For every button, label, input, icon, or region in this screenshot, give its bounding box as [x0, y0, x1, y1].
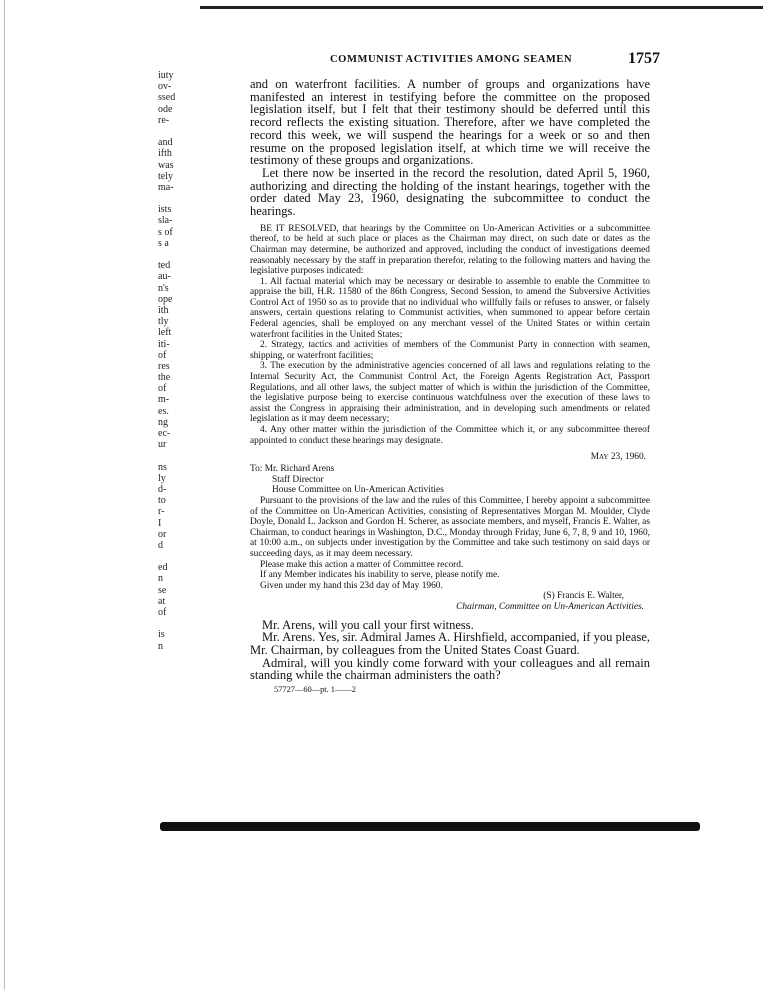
fragment-line: d [158, 539, 163, 551]
fragment-line: or [158, 528, 167, 540]
order-line: Given under my hand this 23d day of May 1960. [260, 580, 443, 591]
fragment-line: sla- [158, 215, 173, 227]
order-to-title: Staff Director [272, 474, 324, 485]
order-to-org: House Committee on Un-American Activities [272, 485, 444, 496]
fragment-line: to [158, 495, 166, 507]
order-body: Pursuant to the provisions of the law and the rules of this Committee, I hereby appoint a subcommittee of the Committee on Un-American Activities, consisting of Representatives Morgan M. Moulder, Clyde Doyle, Donald L. Jackson and Gordon H. Scherer, as associate members, and myself, Francis E. Walter, as Chairman, to conduct hearings in Washington, D.C., Monday through Friday, June 6, 7, 8, 9 and 10, 1960, at 10:00 a.m., on subjects under investigation by the Committee and take such testimony on said days or succeeding days, as it may deem necessary. [250, 495, 650, 559]
fragment-line [158, 618, 188, 629]
fragment-line: tely [158, 170, 173, 182]
fragment-line [158, 193, 188, 204]
scan-edge [4, 0, 5, 990]
resolution-item: 2. Strategy, tactics and activities of members of the Communist Party in connection with seamen, shipping, or waterfront facilities; [250, 340, 650, 361]
fragment-line: ly [158, 472, 166, 484]
page-body [250, 78, 650, 694]
fragment-line: res [158, 360, 170, 372]
fragment-line: iti- [158, 338, 170, 350]
page-number: 1757 [628, 50, 660, 67]
fragment-line: I [158, 517, 162, 529]
running-title: COMMUNIST ACTIVITIES AMONG SEAMEN [330, 54, 573, 65]
fragment-line: ists [158, 204, 172, 216]
fragment-line: r- [158, 506, 165, 518]
order-line: If any Member indicates his inability to serve, please notify me. [260, 570, 500, 581]
top-rule [200, 6, 763, 9]
fragment-line: d- [158, 483, 167, 495]
fragment-line [158, 450, 188, 461]
fragment-line: ode [158, 103, 173, 115]
testimony-line: Admiral, will you kindly come forward with your colleagues and all remain standing while the chairman administers the oath? [250, 655, 650, 683]
fragment-line: ed [158, 562, 168, 574]
fragment-line: left [158, 327, 172, 339]
fragment-line: ma- [158, 181, 174, 193]
order-signature: (S) Francis E. Walter, [543, 591, 624, 602]
fragment-line: n's [158, 282, 169, 294]
fragment-line: tly [158, 316, 169, 328]
fragment-line: is [158, 629, 165, 641]
fragment-line: s a [158, 237, 169, 249]
testimony-line: Mr. Arens, will you call your first witness. [262, 617, 474, 632]
fragment-line: n [158, 573, 163, 585]
fragment-line: se [158, 584, 167, 596]
testimony-line: Mr. Arens. Yes, sir. Admiral James A. Hirshfield, accompanied, if you please, Mr. Chairman, by colleagues from the United States Coast Guard. [250, 630, 650, 657]
paragraph: and on waterfront facilities. A number of groups and organizations have manifested an interest in testifying before the committee on the proposed legislation itself, but I felt that their testimony should be deferred until this record reflects the existing situation. Therefore, after we have completed the record this week, we will suspend the hearings for a week or so and then resume on the proposed legislation itself, at which time we will receive the testimony of these groups and organizations. [250, 77, 650, 168]
resolution-item: 4. Any other matter within the jurisdiction of the Committee which it, or any subcommittee thereof appointed to conduct these hearings may designate. [250, 425, 650, 446]
fragment-line: ec- [158, 428, 171, 439]
fragment-line: re- [158, 114, 170, 126]
fragment-line: and [158, 137, 173, 149]
fragment-line: of [158, 383, 167, 395]
adjacent-page-fragment [158, 70, 188, 652]
order-to: To: Mr. Richard Arens [250, 464, 335, 475]
bottom-rule [160, 822, 700, 831]
order-line: Please make this action a matter of Committee record. [260, 559, 464, 570]
fragment-line: ope [158, 293, 173, 305]
fragment-line [158, 249, 188, 260]
fragment-line: au- [158, 271, 171, 283]
order-date: May 23, 1960. [590, 452, 646, 463]
order-signature-title: Chairman, Committee on Un-American Activities. [456, 601, 644, 612]
fragment-line: ted [158, 260, 171, 272]
fragment-line: m- [158, 394, 170, 406]
fragment-line: the [158, 372, 171, 384]
fragment-line: ng [158, 416, 168, 428]
page-header [250, 50, 660, 70]
resolution-item: 3. The execution by the administrative agencies concerned of all laws and regulations relating to the Internal Security Act, the Communist Control Act, the Foreign Agents Registration Act, Passport Regulations, and all other laws, the subject matter of which is within the jurisdiction of the Committee, the legislative purpose being to exercise continuous watchfulness over the execution of these laws to assist the Congress in appraising their administration, and in developing such amendments or related legislation as it may deem necessary; [250, 361, 650, 425]
fragment-line: was [158, 159, 174, 171]
fragment-line [158, 551, 188, 562]
fragment-line: s of [158, 226, 173, 238]
paragraph: Let there now be inserted in the record the resolution, dated April 5, 1960, authorizing and directing the holding of the instant hearings, together with the order dated May 23, 1960, designating the subcommittee to conduct the hearings. [250, 165, 650, 219]
print-signature: 57727—60—pt. 1——2 [274, 685, 356, 695]
fragment-line: of [158, 607, 167, 618]
fragment-line: ith [158, 304, 169, 316]
fragment-line: ov- [158, 81, 172, 93]
fragment-line: es. [158, 405, 169, 417]
fragment-line: ur [158, 439, 167, 451]
fragment-line: ifth [158, 148, 172, 160]
fragment-line [158, 126, 188, 137]
fragment-line: ns [158, 461, 167, 473]
fragment-line: n [158, 640, 163, 652]
fragment-line: ssed [158, 92, 176, 104]
resolution-preamble: BE IT RESOLVED, that hearings by the Committee on Un-American Activities or a subcommittee thereof, to be held at such place or places as the Chairman may direct, on such date or dates as the Chairman may determine, be authorized and approved, including the conduct of investigations deemed reasonably necessary by the staff in preparation therefor, relating to the following matters and having the legislative purposes indicated: [250, 223, 650, 277]
fragment-line: iuty [158, 70, 174, 81]
resolution-item: 1. All factual material which may be necessary or desirable to assemble to enable the Committee to appraise the bill, H.R. 11580 of the 86th Congress, Second Session, to amend the Subversive Activities Control Act of 1950 so as to provide that no individual who willfully fails or refuses to answer, or falsely answers, certain questions relating to Communist activities, when summoned to appear before certain Federal agencies, shall be employed on any merchant vessel of the United States or within certain waterfront facilities in the United States; [250, 276, 650, 340]
fragment-line: of [158, 349, 167, 361]
fragment-line: at [158, 595, 166, 607]
